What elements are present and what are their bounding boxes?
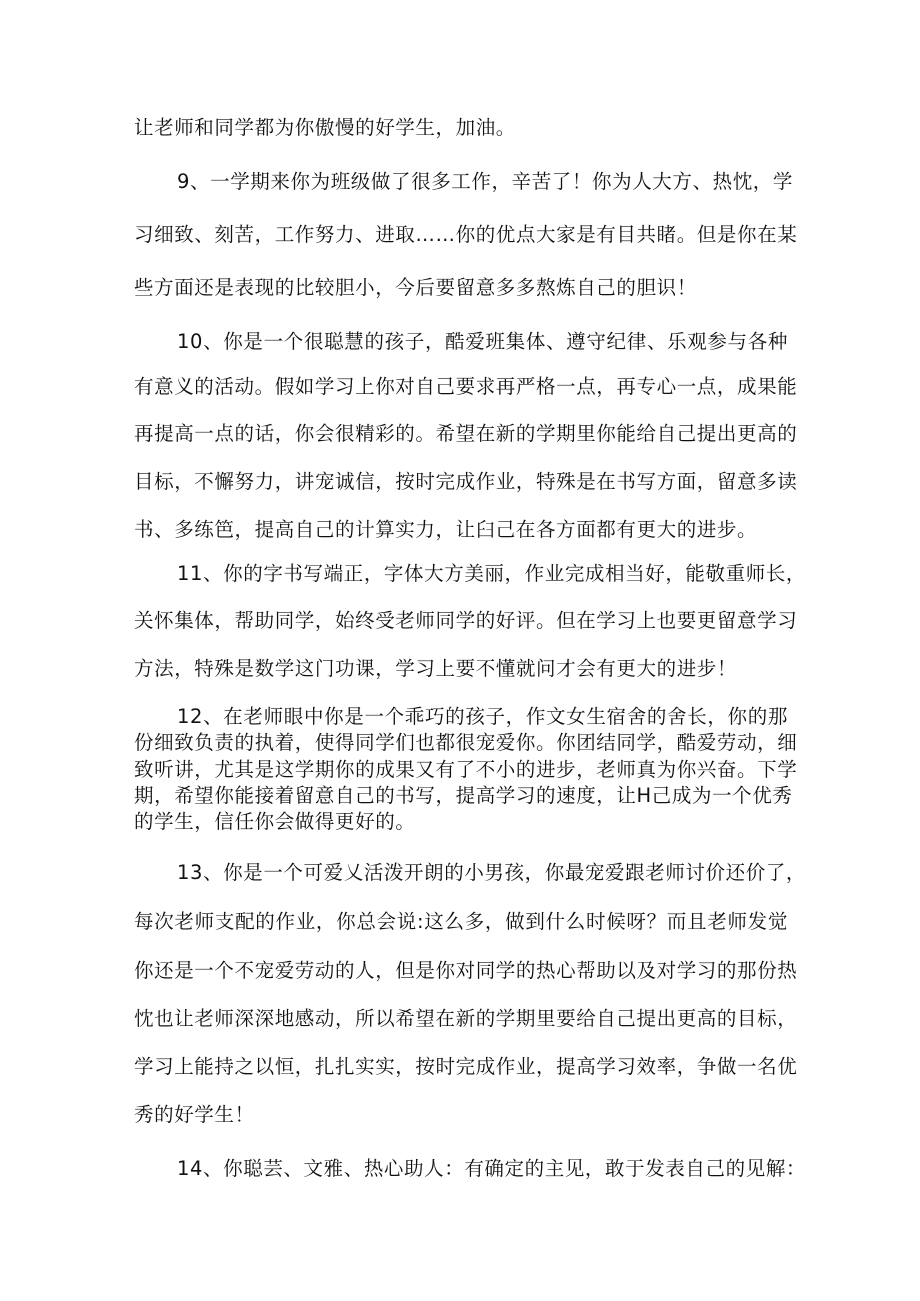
paragraph-8-line-1: 让老师和同学都为你傲慢的好学生，加油。 [134,116,516,139]
paragraph-9-line-3: 些方面还是表现的比较胆小，今后要留意多多熬炼自己的胆识！ [134,276,697,299]
paragraph-10-line-3: 再提高一点的话，你会很精彩的。希望在新的学期里你能给自己提出更高的 [134,422,798,445]
paragraph-13-line-2: 每次老师支配的作业，你总会说:这么多，做到什么时候呀？而且老师发觉 [134,910,788,933]
paragraph-12-line-2: 份细致负责的执着，使得同学们也都很宠爱你。你团结同学，酷爱劳动，细 [134,731,798,754]
paragraph-13-line-1: 13、你是一个可爱乂活泼开朗的小男孩，你最宠爱跟老师讨价还价了， [177,861,807,884]
paragraph-11-line-1: 11、你的字书写端正，字体大方美丽，作业完成相当好，能敬重师长， [177,562,807,585]
paragraph-14-line-1: 14、你聪芸、文雅、热心助人：有确定的主见，敢于发表自己的见解： [177,1157,807,1180]
paragraph-12-line-3: 致听讲，尤其是这学期你的成果又有了不小的进步，老师真为你兴奋。下学 [134,758,798,781]
paragraph-13-line-3: 你还是一个不宠爱劳动的人，但是你对同学的热心帮助以及对学习的那份热 [134,959,798,982]
paragraph-12-line-1: 12、在老师眼中你是一个乖巧的孩子，作文女生宿舍的舍长，你的那 [177,705,788,728]
paragraph-11-line-2: 关怀集体，帮助同学，始终受老师同学的好评。但在学习上也要更留意学习 [134,609,798,632]
paragraph-10-line-5: 书、多练笆，提高自己的计算实力，让臼己在各方面都有更大的进步。 [134,518,758,541]
paragraph-12-line-5: 的学生，信任你会做得更好的。 [134,810,416,833]
paragraph-10-line-1: 10、你是一个很聪慧的孩子，酷爱班集体、遵守纪律、乐观参与各种 [177,330,788,353]
paragraph-11-line-3: 方法，特殊是数学这门功课，学习上要不懂就问才会有更大的进步！ [134,657,738,680]
paragraph-9-line-1: 9、一学期来你为班级做了很多工作，辛苦了！你为人大方、热忱，学 [177,170,794,193]
paragraph-10-line-2: 有意义的活动。假如学习上你对自己要求再严格一点，再专心一点，成果能 [134,375,798,398]
paragraph-12-line-4: 期，希望你能接着留意自己的书写，提高学习的速度，让H己成为一个优秀 [134,784,793,807]
paragraph-13-line-5: 学习上能持之以恒，扎扎实实，按时完成作业，提高学习效率，争做一名优 [134,1055,798,1078]
paragraph-13-line-4: 忱也让老师深深地感动，所以希望在新的学期里要给自己提出更高的目标， [134,1007,798,1030]
paragraph-9-line-2: 习细致、刻苦，工作努力、进取……你的优点大家是有目共睹。但是你在某 [134,223,798,246]
paragraph-13-line-6: 秀的好学生！ [134,1103,255,1126]
paragraph-10-line-4: 目标，不懈努力，讲宠诚信，按时完成作业，特殊是在书写方面，留意多读 [134,470,798,493]
